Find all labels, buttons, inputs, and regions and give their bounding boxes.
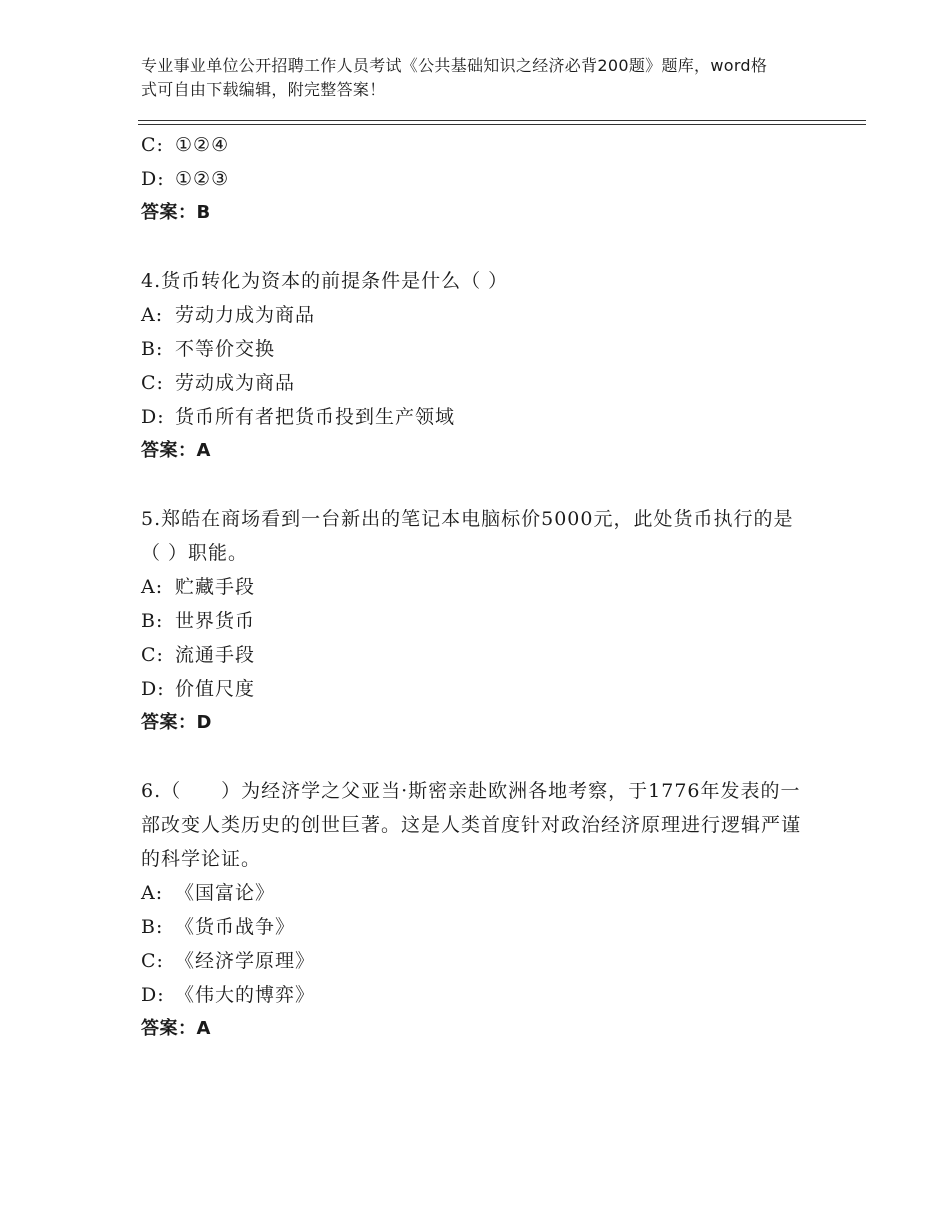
option-d — [141, 672, 821, 706]
option-text: 《国富论》 — [175, 882, 276, 904]
option-text: ①②④ — [175, 134, 230, 156]
option-text: 劳动力成为商品 — [175, 304, 316, 326]
option-letter: C: — [141, 950, 164, 972]
option-c — [141, 128, 821, 162]
option-text: ①②③ — [175, 168, 230, 190]
option-letter: A: — [141, 304, 164, 326]
option-a — [141, 570, 821, 604]
option-letter: B: — [141, 338, 164, 360]
option-a — [141, 876, 821, 910]
option-letter: D: — [141, 678, 165, 700]
option-text: 流通手段 — [175, 644, 256, 666]
option-text: 世界货币 — [175, 610, 256, 632]
header-divider — [138, 120, 866, 125]
option-c — [141, 944, 821, 978]
option-letter: B: — [141, 916, 164, 938]
answer-line: 答案：D — [141, 712, 212, 733]
option-letter: C: — [141, 644, 164, 666]
question-4-text: 4.货币转化为资本的前提条件是什么（ ） — [141, 270, 509, 292]
question-5-text: 5.郑皓在商场看到一台新出的笔记本电脑标价5000元，此处货币执行的是（ ）职能。 — [141, 508, 794, 564]
option-text: 货币所有者把货币投到生产领域 — [175, 406, 456, 428]
option-c — [141, 638, 821, 672]
option-text: 《伟大的博弈》 — [175, 984, 316, 1006]
question-6-text: 6.（ ）为经济学之父亚当·斯密亲赴欧洲各地考察，于1776年发表的一部改变人类历史的创世巨著。这是人类首度针对政治经济原理进行逻辑严谨的科学论证。 — [141, 780, 802, 870]
option-text: 《经济学原理》 — [175, 950, 316, 972]
option-letter: D: — [141, 168, 165, 190]
option-text: 《货币战争》 — [175, 916, 296, 938]
option-letter: C: — [141, 134, 164, 156]
option-a — [141, 298, 821, 332]
option-text: 价值尺度 — [175, 678, 256, 700]
answer-line: 答案：A — [141, 440, 211, 461]
option-letter: B: — [141, 610, 164, 632]
option-letter: C: — [141, 372, 164, 394]
option-c — [141, 366, 821, 400]
question-list — [141, 128, 821, 1046]
answer-line: 答案：A — [141, 1018, 211, 1039]
option-text: 劳动成为商品 — [175, 372, 296, 394]
option-letter: D: — [141, 406, 165, 428]
option-b — [141, 332, 821, 366]
option-d — [141, 978, 821, 1012]
option-letter: D: — [141, 984, 165, 1006]
option-b — [141, 910, 821, 944]
option-letter: A: — [141, 882, 164, 904]
option-d — [141, 162, 821, 196]
page-header: 专业事业单位公开招聘工作人员考试《公共基础知识之经济必背200题》题库，word格式可自由下载编辑，附完整答案！ — [141, 56, 768, 99]
option-text: 不等价交换 — [175, 338, 276, 360]
option-text: 贮藏手段 — [175, 576, 256, 598]
answer-line: 答案：B — [141, 202, 211, 223]
option-letter: A: — [141, 576, 164, 598]
option-d — [141, 400, 821, 434]
option-b — [141, 604, 821, 638]
